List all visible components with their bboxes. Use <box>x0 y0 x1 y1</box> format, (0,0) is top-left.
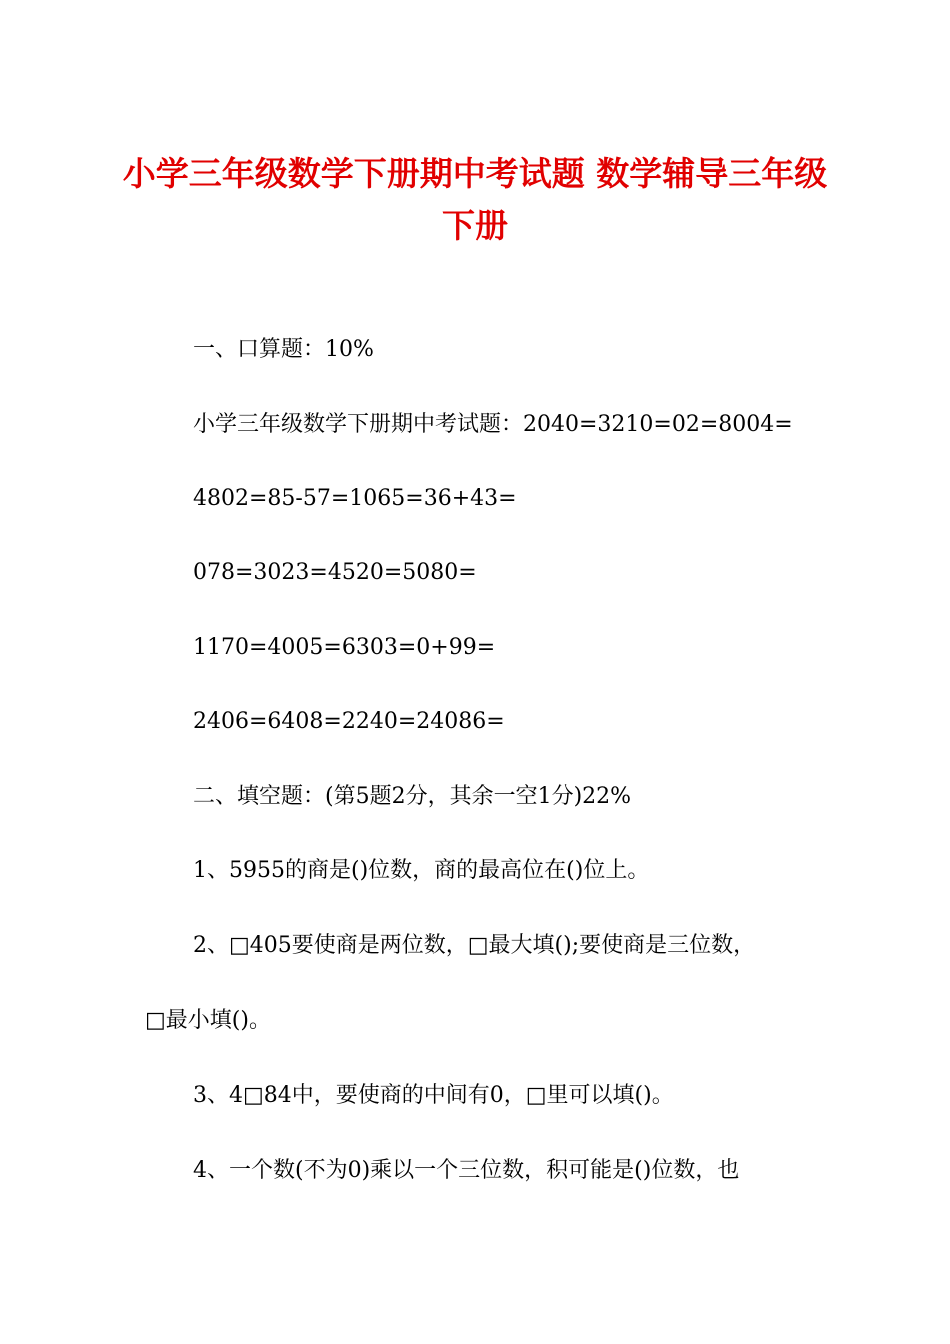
question-line: 3、4□84中，要使商的中间有0，□里可以填()。 <box>193 1083 674 1108</box>
text-line: 2406=6408=2240=24086= <box>193 709 505 734</box>
question-line: 1、5955的商是()位数，商的最高位在()位上。 <box>193 858 650 883</box>
document-title: 小学三年级数学下册期中考试题 数学辅导三年级下册 <box>122 154 828 245</box>
question-line-continued: □最小填()。 <box>145 1008 271 1033</box>
section-heading-oral-calculation: 一、口算题：10% <box>193 337 374 362</box>
text-line: 078=3023=4520=5080= <box>193 560 477 585</box>
text-line: 小学三年级数学下册期中考试题：2040=3210=02=8004= <box>193 412 793 437</box>
question-line: 2、□405要使商是两位数，□最大填();要使商是三位数， <box>193 933 756 958</box>
text-line: 1170=4005=6303=0+99= <box>193 635 496 660</box>
section-heading-fill-in-blank: 二、填空题：(第5题2分，其余一空1分)22% <box>193 784 632 809</box>
question-line: 4、一个数(不为0)乘以一个三位数，积可能是()位数，也 <box>193 1158 740 1183</box>
text-line: 4802=85-57=1065=36+43= <box>193 486 517 511</box>
